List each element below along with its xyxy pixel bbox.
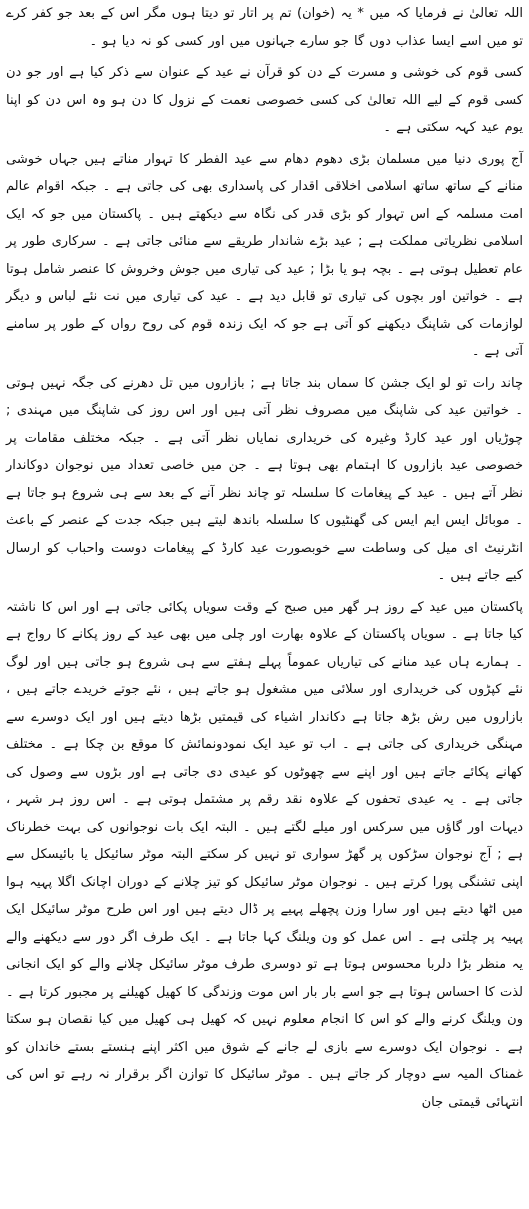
paragraph-2: کسی قوم کی خوشی و مسرت کے دن کو قرآن نے عید کے عنوان سے ذکر کیا ہے اور جو دن کسی قوم کے لیے اللہ تعالیٰ کی کسی خصوصی نعمت کے نزول کا دن ہو وہ اس دن کو اپنا یوم عید کہہ سکتی ہے ۔	[6, 65, 523, 135]
paragraph-4: چاند رات تو لو ایک جشن کا سماں بند جاتا ہے ; بازاروں میں تل دھرنے کی جگہ نہیں ہوتی ۔ خواتین عید کی شاپنگ میں مصروف نظر آتی ہیں اور اس روز کی شاپنگ میں مہندی ; چوڑیاں اور عید کارڈ وغیرہ کی خریداری نمایاں نظر آتی ہے ۔ جبکہ مختلف مقامات پر خصوصی عید بازاروں کا اہتمام بھی ہوتا ہے ۔ جن میں خاصی تعداد میں نوجوان دوکاندار نظر آتے ہیں ۔ عید کے پیغامات کا سلسلہ تو چاند نظر آنے کے بعد سے ہی شروع ہو جاتا ہے ۔ موبائل ایس ایم ایس کی گھنٹیوں کا سلسلہ باندھ لیتے ہیں جبکہ جدت کے عنصر کے باعث انٹرنیٹ ای میل کی وساطت سے خوبصورت عید کارڈ کے پیغامات دوست واحباب کو ارسال کیے جاتے ہیں ۔	[6, 375, 523, 583]
paragraph-1: اللہ تعالیٰ نے فرمایا کہ میں * یہ (خوان) تم پر اتار تو دیتا ہوں مگر اس کے بعد جو کفر کرے تو میں اسے ایسا عذاب دوں گا جو سارے جہانوں میں اور کسی کو نہ دیا ہو ۔	[6, 6, 523, 49]
paragraph-3: آج پوری دنیا میں مسلمان بڑی دھوم دھام سے عید الفطر کا تہوار مناتے ہیں جہاں خوشی منانے کے ساتھ ساتھ اسلامی اخلاقی اقدار کی پاسداری بھی کی جاتی ہے ۔ جبکہ اقوام عالم امت مسلمہ کے اس تہوار کو بڑی قدر کی نگاہ سے دیکھتے ہیں ۔ پاکستان میں جو کہ ایک اسلامی نظریاتی مملکت ہے ; عید بڑے شاندار طریقے سے منائی جاتی ہے ۔ سرکاری طور پر عام تعطیل ہوتی ہے ۔ بچہ ہو یا بڑا ; عید کی تیاری میں جوش وخروش کا عنصر شامل ہوتا ہے ۔ خواتین اور بچوں کی تیاری تو قابل دید ہے ۔ عید کی تیاری میں نت نئے لباس و دیگر لوازمات کی شاپنگ دیکھنے کو آتی ہے جو کہ ایک زندہ قوم کی روح رواں کے طور پر سامنے آتی ہے ۔	[6, 151, 523, 359]
paragraph-5: پاکستان میں عید کے روز ہر گھر میں صبح کے وقت سویاں پکائی جاتی ہے اور اس کا ناشتہ کیا جاتا ہے ۔ سویاں پاکستان کے علاوہ بھارت اور چلی میں بھی عید کے روز پکانے کا رواج ہے ۔ ہمارے ہاں عید منانے کی تیاریاں عموماً پہلے ہفتے سے ہی شروع ہو جاتی ہیں اور لوگ نئے کپڑوں کی خریداری اور سلائی میں مشغول ہو جاتے ہیں ، نئے جوتے خریدے جاتے ہیں ، بازاروں میں رش بڑھ جاتا ہے دکاندار اشیاء کی قیمتیں بڑھا دیتے ہیں اور ایک دوسرے سے مہنگی خریداری کی جاتی ہے ۔ اب تو عید ایک نمودونمائش کا موقع بن چکا ہے ۔ مختلف کھانے پکائے جاتے ہیں اور اپنے سے چھوٹوں کو عیدی دی جاتی ہے اور بڑوں سے وصول کی جاتی ہے ۔ یہ عیدی تحفوں کے علاوہ نقد رقم پر مشتمل ہوتی ہے ۔ اس روز ہر شہر ، دیہات اور گاؤں میں سرکس اور میلے لگتے ہیں ۔ البتہ ایک بات نوجوانوں کی بہت خطرناک ہے ; آج نوجوان سڑکوں پر گھڑ سواری تو نہیں کر سکتے البتہ موٹر سائیکل یا بائیسکل سے اپنی تشنگی پورا کرتے ہیں ۔ نوجوان موٹر سائیکل کو تیز چلانے کے دوران اچانک اگلا پہیہ ہوا میں اٹھا دیتے ہیں اور سارا وزن پچھلے پہیے پر ڈال دیتے ہیں اور اس طرح موٹر سائیکل ایک پہیہ پر چلتی ہے ۔ اس عمل کو ون ویلنگ کہا جاتا ہے ۔ ایک طرف اگر دور سے دیکھنے والے یہ منظر بڑا دلربا محسوس ہوتا ہے تو دوسری طرف موٹر سائیکل چلانے والے کو ایک انجانی لذت کا احساس ہوتا ہے جو اسے بار بار اس موت وزندگی کا کھیل کھیلنے پر مجبور کرتا ہے ۔ ون ویلنگ کرنے والے کو اس کا انجام معلوم نہیں کہ کھیل ہی کھیل میں کیا نقصان ہو سکتا ہے ۔ نوجوان ایک دوسرے سے بازی لے جانے کے شوق میں اکثر اپنے ہنستے بستے خاندان کو غمناک المیہ سے دوچار کر جاتے ہیں ۔ موٹر سائیکل کا توازن اگر برقرار نہ رہے تو اس کی انتہائی قیمتی جان	[6, 599, 523, 1110]
